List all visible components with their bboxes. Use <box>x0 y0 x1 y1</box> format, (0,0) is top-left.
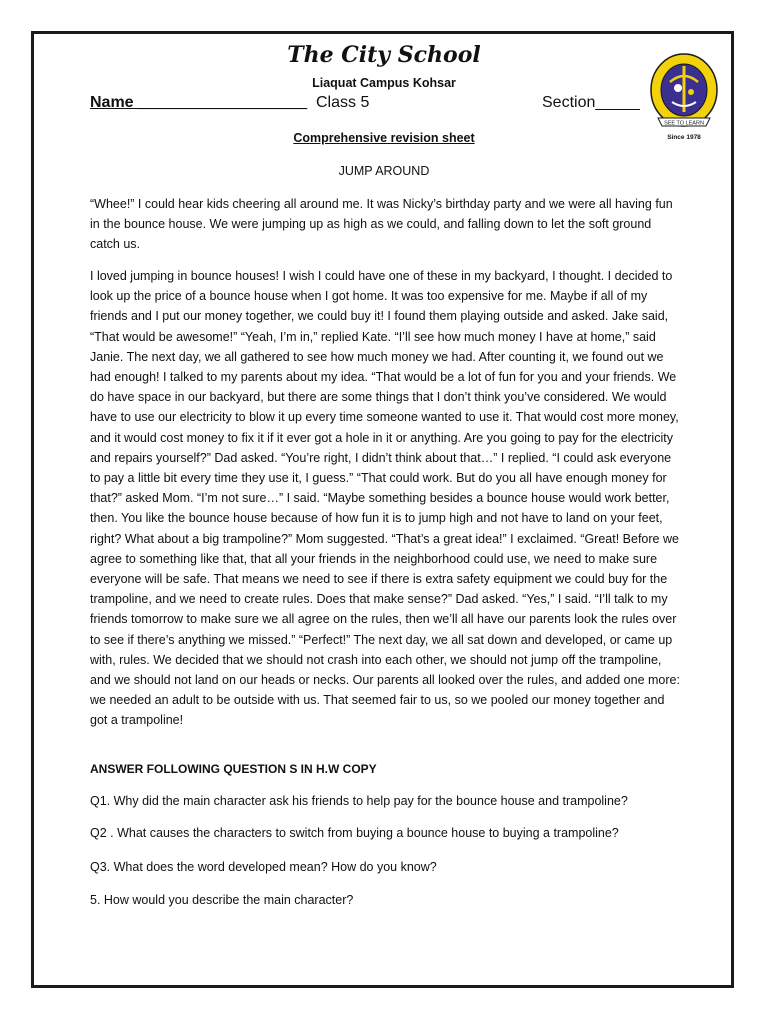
name-field-label: Name ___________________ <box>90 94 308 111</box>
class-label: Class 5 <box>316 94 370 111</box>
sheet-title: Comprehensive revision sheet <box>293 131 475 145</box>
story-paragraph: I loved jumping in bounce houses! I wish I could have one of these in my backyard, I thought. I decided to look up the price of a bounce house when I got home. It was too expensive for me. Maybe if all of my friends and I put our money together, we could buy it! I found them playing outside and asked. Jake said, “That would be awesome!” “Yeah, I’m in,” replied Kate. “I’ll see how much money I have at home,” said Janie. The next day, we all gathered to see how much money we had. After counting it, we found out we had enough! I talked to my parents about my idea. “That would be a lot of fun for you and your friends. We do have space in our backyard, but there are some things that I don’t think you’ve considered. We would have to use our electricity to blow it up every time someone wanted to use it. That would cost more money, and it would cost money to fix it if it ever got a hole in it or anything. Are you going to pay for the electricity and repairs yourself?” Dad asked. “You’re right, I didn’t think about that…” I replied. “I could ask everyone to pay a little bit every time they use it, I guess.” “That could work. But do you all have enough money for that?” asked Mom. “I’m not sure…” I said. “Maybe something besides a bounce house would work better, then. You like the bounce house because of how fun it is to jump high and not have to land on your feet, right? What about a big trampoline?” Mom suggested. “That’s a great idea!” I exclaimed. “Great! Before we agree to something like that, that all your friends in the neighborhood could use, we need to make sure everyone will be safe. That means we need to see if there is extra safety equipment we could buy for the trampoline, and we need to create rules. Does that make sense?” Dad asked. “Yes,” I said. “I’ll talk to my friends tomorrow to make sure we all agree on the rules, then we’ll all have our parents look the rules over to see if there’s anything we missed.” “Perfect!” The next day, we all sat down and developed, or came up with, rules. We decided that we should not crash into each other, we should not jump off the trampoline, and we should not land on our heads or necks. Our parents all looked over the rules, and added one more: we needed an adult to be outside with us. That seemed fair to us, so we pooled our money together and got a trampoline! <box>90 269 680 728</box>
logo-since: Since 1978 <box>667 134 701 141</box>
story-paragraph: “Whee!” I could hear kids cheering all around me. It was Nicky’s birthday party and we were all having fun in the bounce house. We were jumping up as high as we could, and falling down to let the soft ground catch us. <box>90 197 673 252</box>
school-name: The City School <box>287 42 481 68</box>
question-1: Q1. Why did the main character ask his friends to help pay for the bounce house and trampoline? <box>90 794 628 808</box>
instructions-heading: ANSWER FOLLOWING QUESTION S IN H.W COPY <box>90 762 377 776</box>
campus-name: Liaquat Campus Kohsar <box>312 76 456 90</box>
logo-motto: SEE TO LEARN <box>664 120 704 127</box>
question-5: 5. How would you describe the main character? <box>90 893 354 907</box>
question-3: Q3. What does the word developed mean? How do you know? <box>90 860 437 874</box>
section-field-label: Section_____ <box>542 94 640 111</box>
question-2: Q2 . What causes the characters to switch from buying a bounce house to buying a trampoline? <box>90 826 619 840</box>
story-title: JUMP AROUND <box>338 164 430 178</box>
